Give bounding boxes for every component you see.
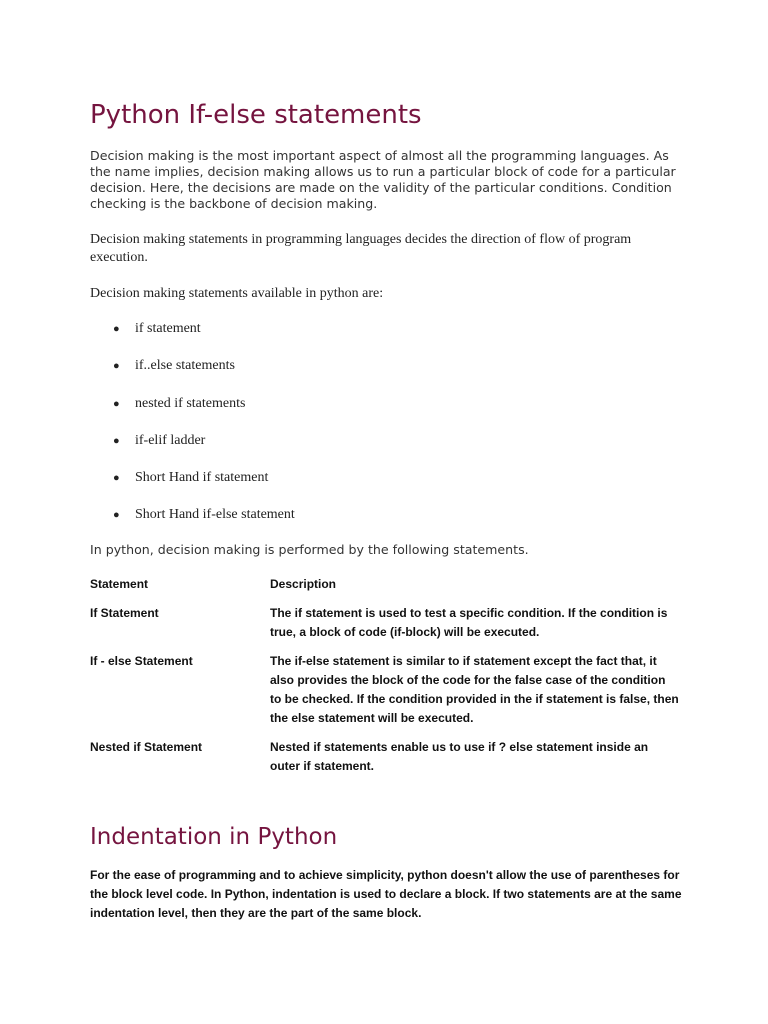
statements-table — [90, 575, 690, 778]
list-item — [90, 395, 690, 432]
page-title: Python If-else statements — [90, 100, 422, 130]
intro-paragraph: Decision making is the most important aspect of almost all the programming languages. As the name implies, decision making allows us to run a particular block of code for a particular decision. Here, the decisions are made on the validity of the particular conditions. Condition checking is the backbone of decision making. — [90, 148, 676, 211]
bullet-icon: ● — [113, 472, 120, 485]
statement-cell: If Statement — [90, 606, 159, 620]
list-item — [90, 506, 690, 543]
list-item — [90, 357, 690, 394]
available-statements-paragraph: Decision making statements available in python are: — [90, 286, 384, 301]
section-heading-indentation: Indentation in Python — [90, 824, 338, 850]
bullet-icon: ● — [113, 397, 120, 410]
bullet-icon: ● — [113, 360, 120, 373]
indentation-paragraph: For the ease of programming and to achieve simplicity, python doesn't allow the use of parentheses for the block level code. In Python, indentation is used to declare a block. If two statements are at the same indentation level, then they are the part of the same block. — [90, 868, 682, 920]
table-row — [90, 652, 690, 738]
statement-cell: Nested if Statement — [90, 740, 203, 754]
description-cell: Nested if statements enable us to use if ? else statement inside an outer if statement. — [270, 740, 649, 773]
list-item-label: if-elif ladder — [135, 432, 206, 448]
list-item-label: Short Hand if statement — [135, 470, 269, 486]
list-item-label: Short Hand if-else statement — [135, 507, 295, 523]
column-header-statement: Statement — [90, 577, 149, 591]
list-item — [90, 320, 690, 357]
flow-paragraph: Decision making statements in programming languages decides the direction of flow of program execution. — [90, 232, 632, 265]
performed-paragraph: In python, decision making is performed by the following statements. — [90, 542, 529, 557]
table-row — [90, 738, 690, 778]
bullet-icon: ● — [113, 434, 120, 447]
table-header-row — [90, 575, 690, 604]
description-cell: The if-else statement is similar to if statement except the fact that, it also provides the block of the code for the false case of the condition to be checked. If the condition provided in the if statement is false, then the else statement will be executed. — [270, 654, 679, 725]
statement-types-list — [90, 320, 690, 544]
list-item-label: if..else statements — [135, 358, 235, 374]
list-item — [90, 469, 690, 506]
description-cell: The if statement is used to test a specific condition. If the condition is true, a block of code (if-block) will be executed. — [270, 606, 668, 639]
list-item-label: nested if statements — [135, 395, 246, 411]
list-item — [90, 432, 690, 469]
table-row — [90, 604, 690, 652]
bullet-icon: ● — [113, 509, 120, 522]
statement-cell: If - else Statement — [90, 654, 193, 668]
list-item-label: if statement — [135, 321, 201, 336]
column-header-description: Description — [270, 577, 337, 591]
bullet-icon: ● — [113, 323, 120, 335]
